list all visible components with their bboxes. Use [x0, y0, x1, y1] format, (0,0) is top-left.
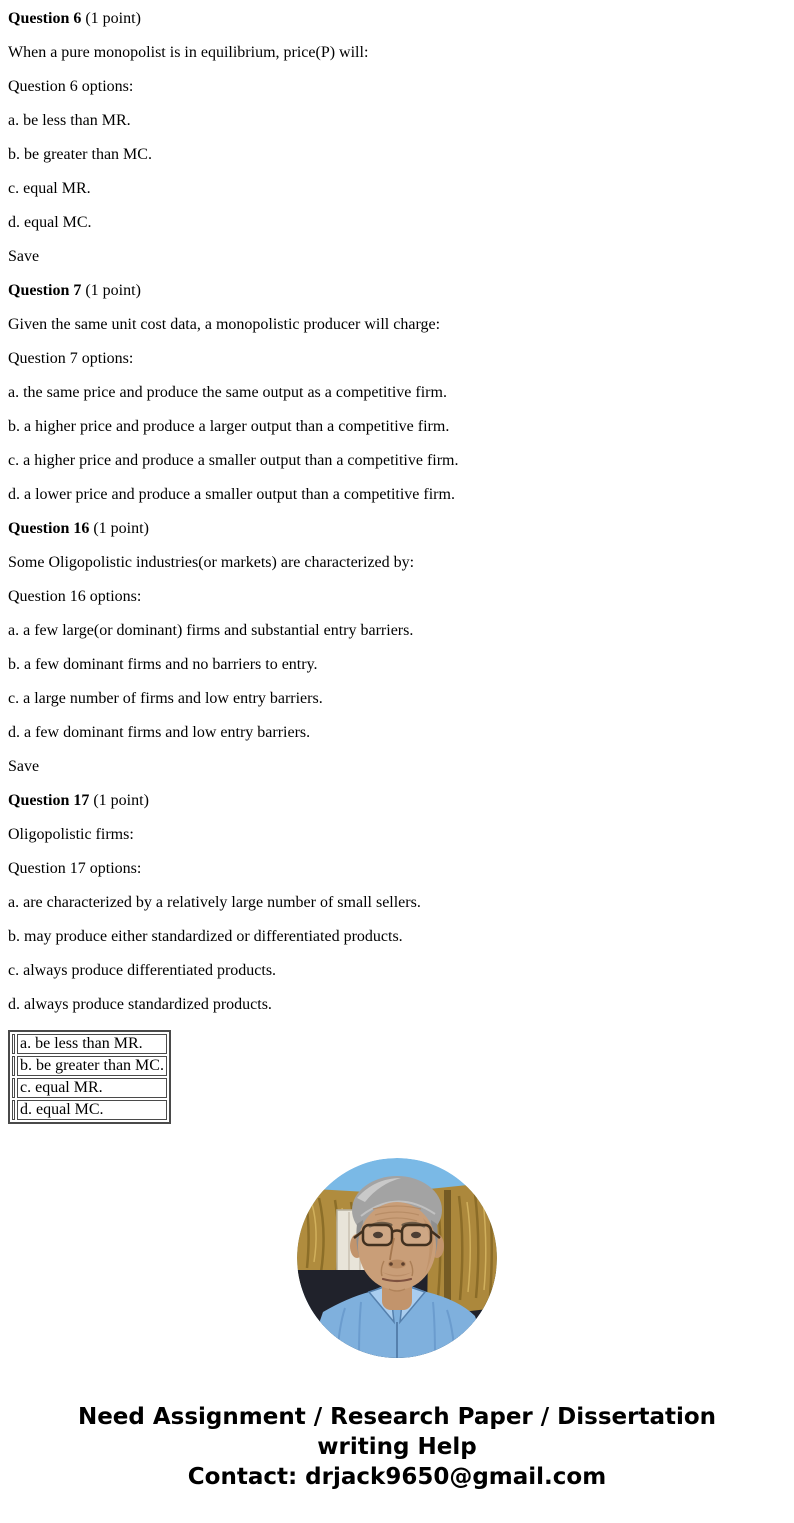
question-heading	[8, 520, 786, 538]
table-cell-option: d. equal MC.	[17, 1100, 167, 1120]
option-text: c. a higher price and produce a smaller output than a competitive firm.	[8, 452, 459, 469]
question-title: Question 16	[8, 520, 90, 537]
options-label: Question 16 options:	[8, 588, 142, 605]
footer-contact-line: Contact: drjack9650@gmail.com	[187, 1464, 607, 1490]
footer-banner	[8, 1402, 786, 1492]
question-title: Question 7	[8, 282, 82, 299]
table-cell-option: a. be less than MR.	[17, 1034, 167, 1054]
answer-table	[8, 1030, 171, 1124]
option-text: c. equal MR.	[8, 180, 91, 197]
option-text: a. are characterized by a relatively large number of small sellers.	[8, 894, 421, 911]
option-text: d. a few dominant firms and low entry barriers.	[8, 724, 311, 741]
points-label: (1 point)	[85, 10, 141, 27]
save-button[interactable]: Save	[8, 248, 40, 265]
option-text: a. be less than MR.	[8, 112, 131, 129]
question-heading	[8, 282, 786, 300]
option-text: d. always produce standardized products.	[8, 996, 272, 1013]
save-button[interactable]: Save	[8, 758, 40, 775]
points-label: (1 point)	[93, 792, 149, 809]
points-label: (1 point)	[85, 282, 141, 299]
question-heading	[8, 10, 786, 28]
options-label: Question 6 options:	[8, 78, 134, 95]
options-label: Question 17 options:	[8, 860, 142, 877]
profile-photo	[297, 1158, 497, 1358]
table-cell-option: c. equal MR.	[17, 1078, 167, 1098]
option-text: b. a higher price and produce a larger output than a competitive firm.	[8, 418, 450, 435]
option-text: b. a few dominant firms and no barriers to entry.	[8, 656, 318, 673]
table-row	[12, 1034, 167, 1054]
options-label: Question 7 options:	[8, 350, 134, 367]
option-text: a. the same price and produce the same output as a competitive firm.	[8, 384, 447, 401]
footer-line: Need Assignment / Research Paper / Dissertation	[77, 1404, 717, 1430]
table-cell-spacer	[12, 1056, 15, 1076]
option-text: c. always produce differentiated products.	[8, 962, 277, 979]
option-text: b. may produce either standardized or differentiated products.	[8, 928, 403, 945]
question-block-7	[8, 282, 786, 504]
question-prompt: Oligopolistic firms:	[8, 826, 134, 843]
question-prompt: Some Oligopolistic industries(or markets) are characterized by:	[8, 554, 415, 571]
question-prompt: Given the same unit cost data, a monopolistic producer will charge:	[8, 316, 441, 333]
question-block-17	[8, 792, 786, 1014]
footer-line: writing Help	[317, 1434, 477, 1460]
table-cell-option: b. be greater than MC.	[17, 1056, 167, 1076]
table-cell-spacer	[12, 1034, 15, 1054]
table-cell-spacer	[12, 1100, 15, 1120]
option-text: c. a large number of firms and low entry barriers.	[8, 690, 323, 707]
option-text: d. equal MC.	[8, 214, 92, 231]
table-cell-spacer	[12, 1078, 15, 1098]
option-text: a. a few large(or dominant) firms and substantial entry barriers.	[8, 622, 414, 639]
question-title: Question 6	[8, 10, 82, 27]
table-row	[12, 1056, 167, 1076]
option-text: b. be greater than MC.	[8, 146, 152, 163]
question-block-16	[8, 520, 786, 776]
table-row	[12, 1078, 167, 1098]
question-prompt: When a pure monopolist is in equilibrium, price(P) will:	[8, 44, 369, 61]
question-block-6	[8, 10, 786, 266]
question-title: Question 17	[8, 792, 90, 809]
table-row	[12, 1100, 167, 1120]
option-text: d. a lower price and produce a smaller output than a competitive firm.	[8, 486, 455, 503]
question-heading	[8, 792, 786, 810]
points-label: (1 point)	[93, 520, 149, 537]
